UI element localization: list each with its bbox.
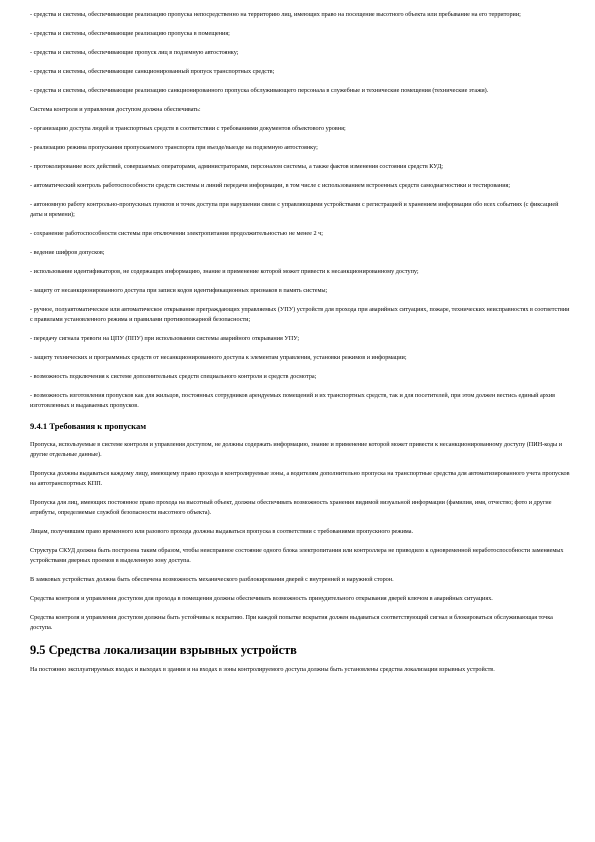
paragraph: - ручное, полуавтоматическое или автоматическое открывание преграждающих управляемых (УПУ) устройств для прохода при аварийных ситуациях, пожаре, технических неисправностях в соответствии с правилами установленного режима и правилами противопожарной безопасности;	[30, 306, 570, 323]
paragraph: - средства и системы, обеспечивающие санкционированный пропуск транспортных средств;	[30, 68, 275, 75]
paragraph: - защиту технических и программных средств от несанкционированного доступа к элементам управления, установки режимов и информации;	[30, 354, 407, 361]
paragraph: - организацию доступа людей и транспортных средств в соответствии с требованиями документов объектового уровня;	[30, 125, 346, 132]
document-page	[30, 10, 570, 684]
paragraph: - возможность подключения к системе дополнительных средств специального контроля и средств досмотра;	[30, 373, 317, 380]
paragraph: - средства и системы, обеспечивающие реализацию пропуска непосредственно на территорию лиц, имеющих право на посещение высотного объекта или пребывание на его территории;	[30, 11, 521, 18]
paragraph: - использование идентификаторов, не содержащих информацию, знание и применение которой может привести к несанкционированному доступу;	[30, 268, 419, 275]
paragraph: - реализацию режима пропускания пропускаемого транспорта при въезде/выезде на подземную автостоянку;	[30, 144, 318, 151]
section-heading: 9.5 Средства локализации взрывных устройств	[30, 643, 297, 657]
paragraph: - протоколирование всех действий, совершаемых операторами, администраторами, персоналом системы, а также фактов изменения состояния средств КУД;	[30, 163, 444, 170]
paragraph: - сохранение работоспособности системы при отключении электропитания продолжительностью не менее 2 ч;	[30, 230, 323, 237]
paragraph: Средства контроля и управления доступом должны быть устойчивы к вскрытию. При каждой попытке вскрытия должен выдаваться соответствующий сигнал и блокироваться обслуживающая точка доступа.	[30, 614, 553, 631]
paragraph: - автономную работу контрольно-пропускных пунктов и точек доступа при нарушении связи с управляющими устройствами с регистрацией и хранением информации обо всех событиях (с фиксацией даты и времени);	[30, 201, 559, 218]
paragraph: Структура СКУД должна быть построена таким образом, чтобы неисправное состояние одного блока электропитания или контроллера не приводило к одновременной неработоспособности заменяемых устройствами дверных проемов в выделенную зону доступа.	[30, 547, 564, 564]
paragraph: Лицам, получившим право временного или разового прохода должны выдаваться пропуска в соответствии с требованиями пропускного режима.	[30, 528, 414, 535]
paragraph: Пропуска, используемые в системе контроля и управления доступом, не должны содержать информацию, знание и применение которой может привести к несанкционированному доступу (ПИН-коды и другие отдельные данные).	[30, 441, 563, 458]
paragraph: На постоянно эксплуатируемых входах и выходах в здании и на входах в зоны контролируемого доступа должны быть установлены средства локализации взрывных устройств.	[30, 666, 495, 673]
paragraph: В замковых устройствах должна быть обеспечена возможность механического разблокирования дверей с внутренней и наружной сторон.	[30, 576, 394, 583]
paragraph: - защиту от несанкционированного доступа при записи кодов идентификационных признаков в память системы;	[30, 287, 328, 294]
paragraph: - возможность изготовления пропусков как для жильцов, постоянных сотрудников арендуемых помещений и их транспортных средств, так и для посетителей, при этом должен вестись единый архив изготовленных и выдаваемых пропусков.	[30, 392, 556, 409]
paragraph: - ведение шифров допусков;	[30, 249, 105, 256]
paragraph: Пропуска для лиц, имеющих постоянное право прохода на высотный объект, должны обеспечивать возможность хранения видимой визуальной информации (фамилия, имя, отчество; фото и другие атрибуты, определяемые службой безопасности высотного объекта).	[30, 499, 552, 516]
paragraph: - автоматический контроль работоспособности средств системы и линий передачи информации, в том числе с использованием встроенных средств самодиагностики и тестирования;	[30, 182, 511, 189]
paragraph: - средства и системы, обеспечивающие реализацию санкционированного пропуска обслуживающего персонала в служебные и технические помещения (технические этажи).	[30, 87, 489, 94]
paragraph: Система контроля и управления доступом должна обеспечивать:	[30, 106, 201, 113]
subsection-heading: 9.4.1 Требования к пропускам	[30, 421, 147, 431]
paragraph: Средства контроля и управления доступом для прохода в помещения должны обеспечивать возможность принудительного открывания дверей ключом в аварийных ситуациях.	[30, 595, 493, 602]
paragraph: Пропуска должны выдаваться каждому лицу, имеющему право прохода в контролируемые зоны, а водителям дополнительно пропуска на транспортные средства для автоматизированного учета пропусков на автотранспортных КПП.	[30, 470, 570, 487]
paragraph: - передачу сигнала тревоги на ЦПУ (ППУ) при использовании системы аварийного открывания УПУ;	[30, 335, 300, 342]
paragraph: - средства и системы, обеспечивающие пропуск лиц в подземную автостоянку;	[30, 49, 239, 56]
paragraph: - средства и системы, обеспечивающие реализацию пропуска в помещения;	[30, 30, 230, 37]
